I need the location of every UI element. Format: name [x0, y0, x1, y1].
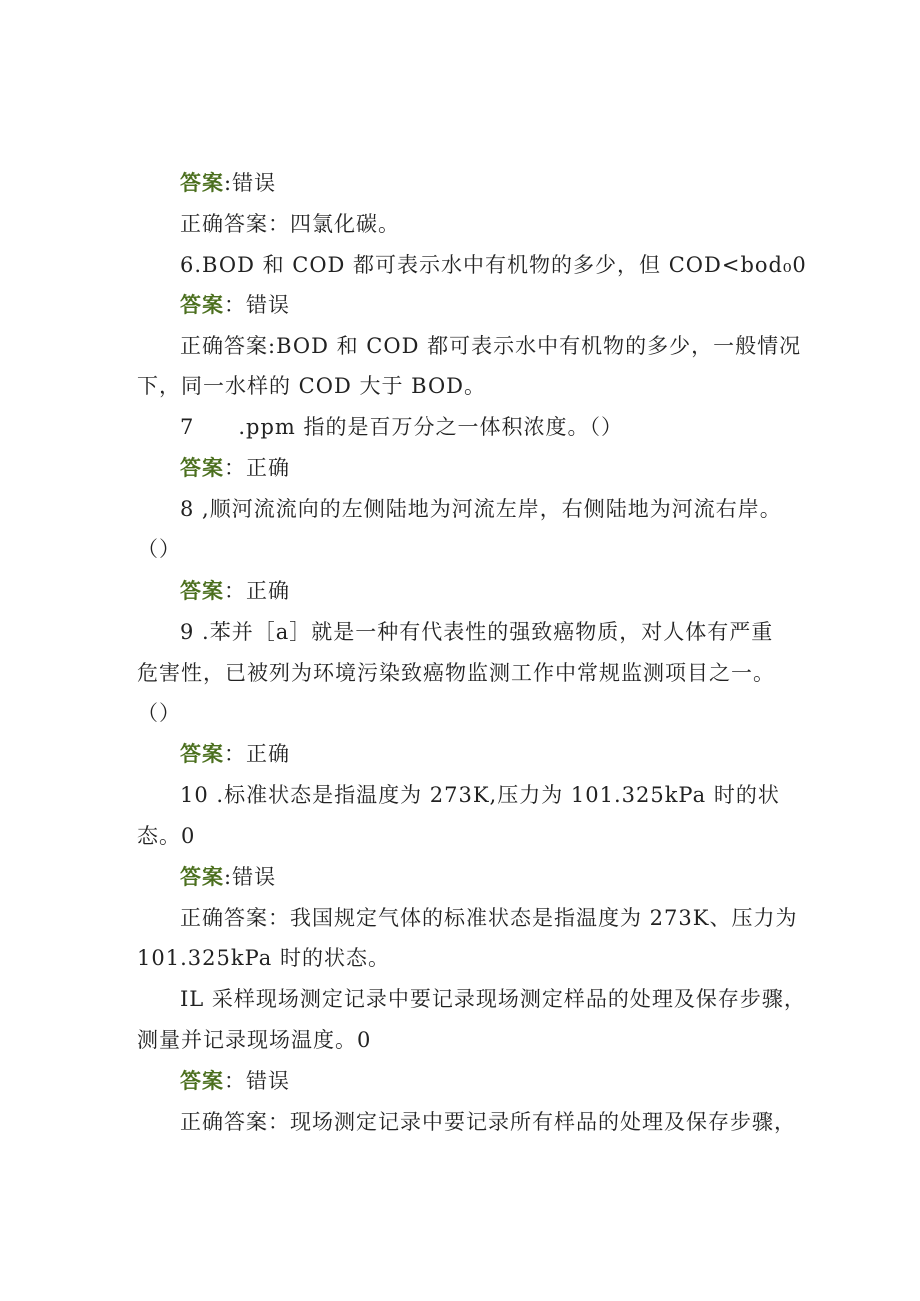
text-line: 正确答案：现场测定记录中要记录所有样品的处理及保存步骤，: [180, 1110, 796, 1134]
answer-separator: ：: [224, 456, 246, 480]
answer-label: 答案: [180, 578, 224, 603]
answer-line: [180, 739, 290, 769]
question-line: 8 ,顺河流流向的左侧陆地为河流左岸，右侧陆地为河流右岸。: [180, 497, 782, 521]
answer-value: 错误: [232, 171, 277, 195]
answer-line: [180, 576, 290, 606]
answer-label: 答案: [180, 864, 224, 889]
answer-label: 答案: [180, 741, 224, 766]
answer-separator: :: [224, 865, 233, 889]
answer-line: [180, 290, 290, 320]
answer-label: 答案: [180, 292, 224, 317]
answer-line: [180, 453, 290, 483]
answer-value: 错误: [232, 865, 277, 889]
answer-value: 错误: [246, 293, 290, 317]
text-line: （）: [137, 701, 181, 725]
question-line: 7 .ppm 指的是百万分之一体积浓度。（）: [180, 415, 624, 439]
answer-separator: :: [224, 171, 233, 195]
question-line: 10 .标准状态是指温度为 273K,压力为 101.325kPa 时的状: [180, 783, 780, 807]
text-line: 危害性，已被列为环境污染致癌物监测工作中常规监测项目之一。: [137, 661, 775, 685]
text-line: （）: [137, 537, 181, 561]
answer-label: 答案: [180, 170, 224, 195]
answer-label: 答案: [180, 1068, 224, 1093]
text-line: 态。0: [137, 824, 196, 848]
answer-line: [180, 862, 276, 892]
answer-line: [180, 1066, 290, 1096]
question-line: 6.BOD 和 COD 都可表示水中有机物的多少，但 COD<bod₀0: [180, 253, 807, 277]
answer-value: 正确: [246, 456, 290, 480]
text-line: 101.325kPa 时的状态。: [137, 946, 390, 970]
answer-separator: ：: [224, 293, 246, 317]
answer-separator: ：: [224, 579, 246, 603]
answer-line: [180, 168, 276, 198]
text-line: 正确答案：我国规定气体的标准状态是指温度为 273K、压力为: [180, 906, 798, 930]
answer-value: 正确: [246, 579, 290, 603]
text-line: 正确答案:BOD 和 COD 都可表示水中有机物的多少，一般情况: [180, 334, 802, 358]
question-line: IL 采样现场测定记录中要记录现场测定样品的处理及保存步骤，: [180, 987, 806, 1011]
answer-value: 正确: [246, 742, 290, 766]
text-line: 正确答案：四氯化碳。: [180, 212, 400, 236]
text-line: 测量并记录现场温度。0: [137, 1028, 372, 1052]
answer-separator: ：: [224, 742, 246, 766]
text-line: 下，同一水样的 COD 大于 BOD。: [137, 374, 487, 398]
question-line: 9 .苯并［a］就是一种有代表性的强致癌物质，对人体有严重: [180, 620, 774, 644]
answer-value: 错误: [246, 1069, 290, 1093]
answer-separator: ：: [224, 1069, 246, 1093]
answer-label: 答案: [180, 455, 224, 480]
